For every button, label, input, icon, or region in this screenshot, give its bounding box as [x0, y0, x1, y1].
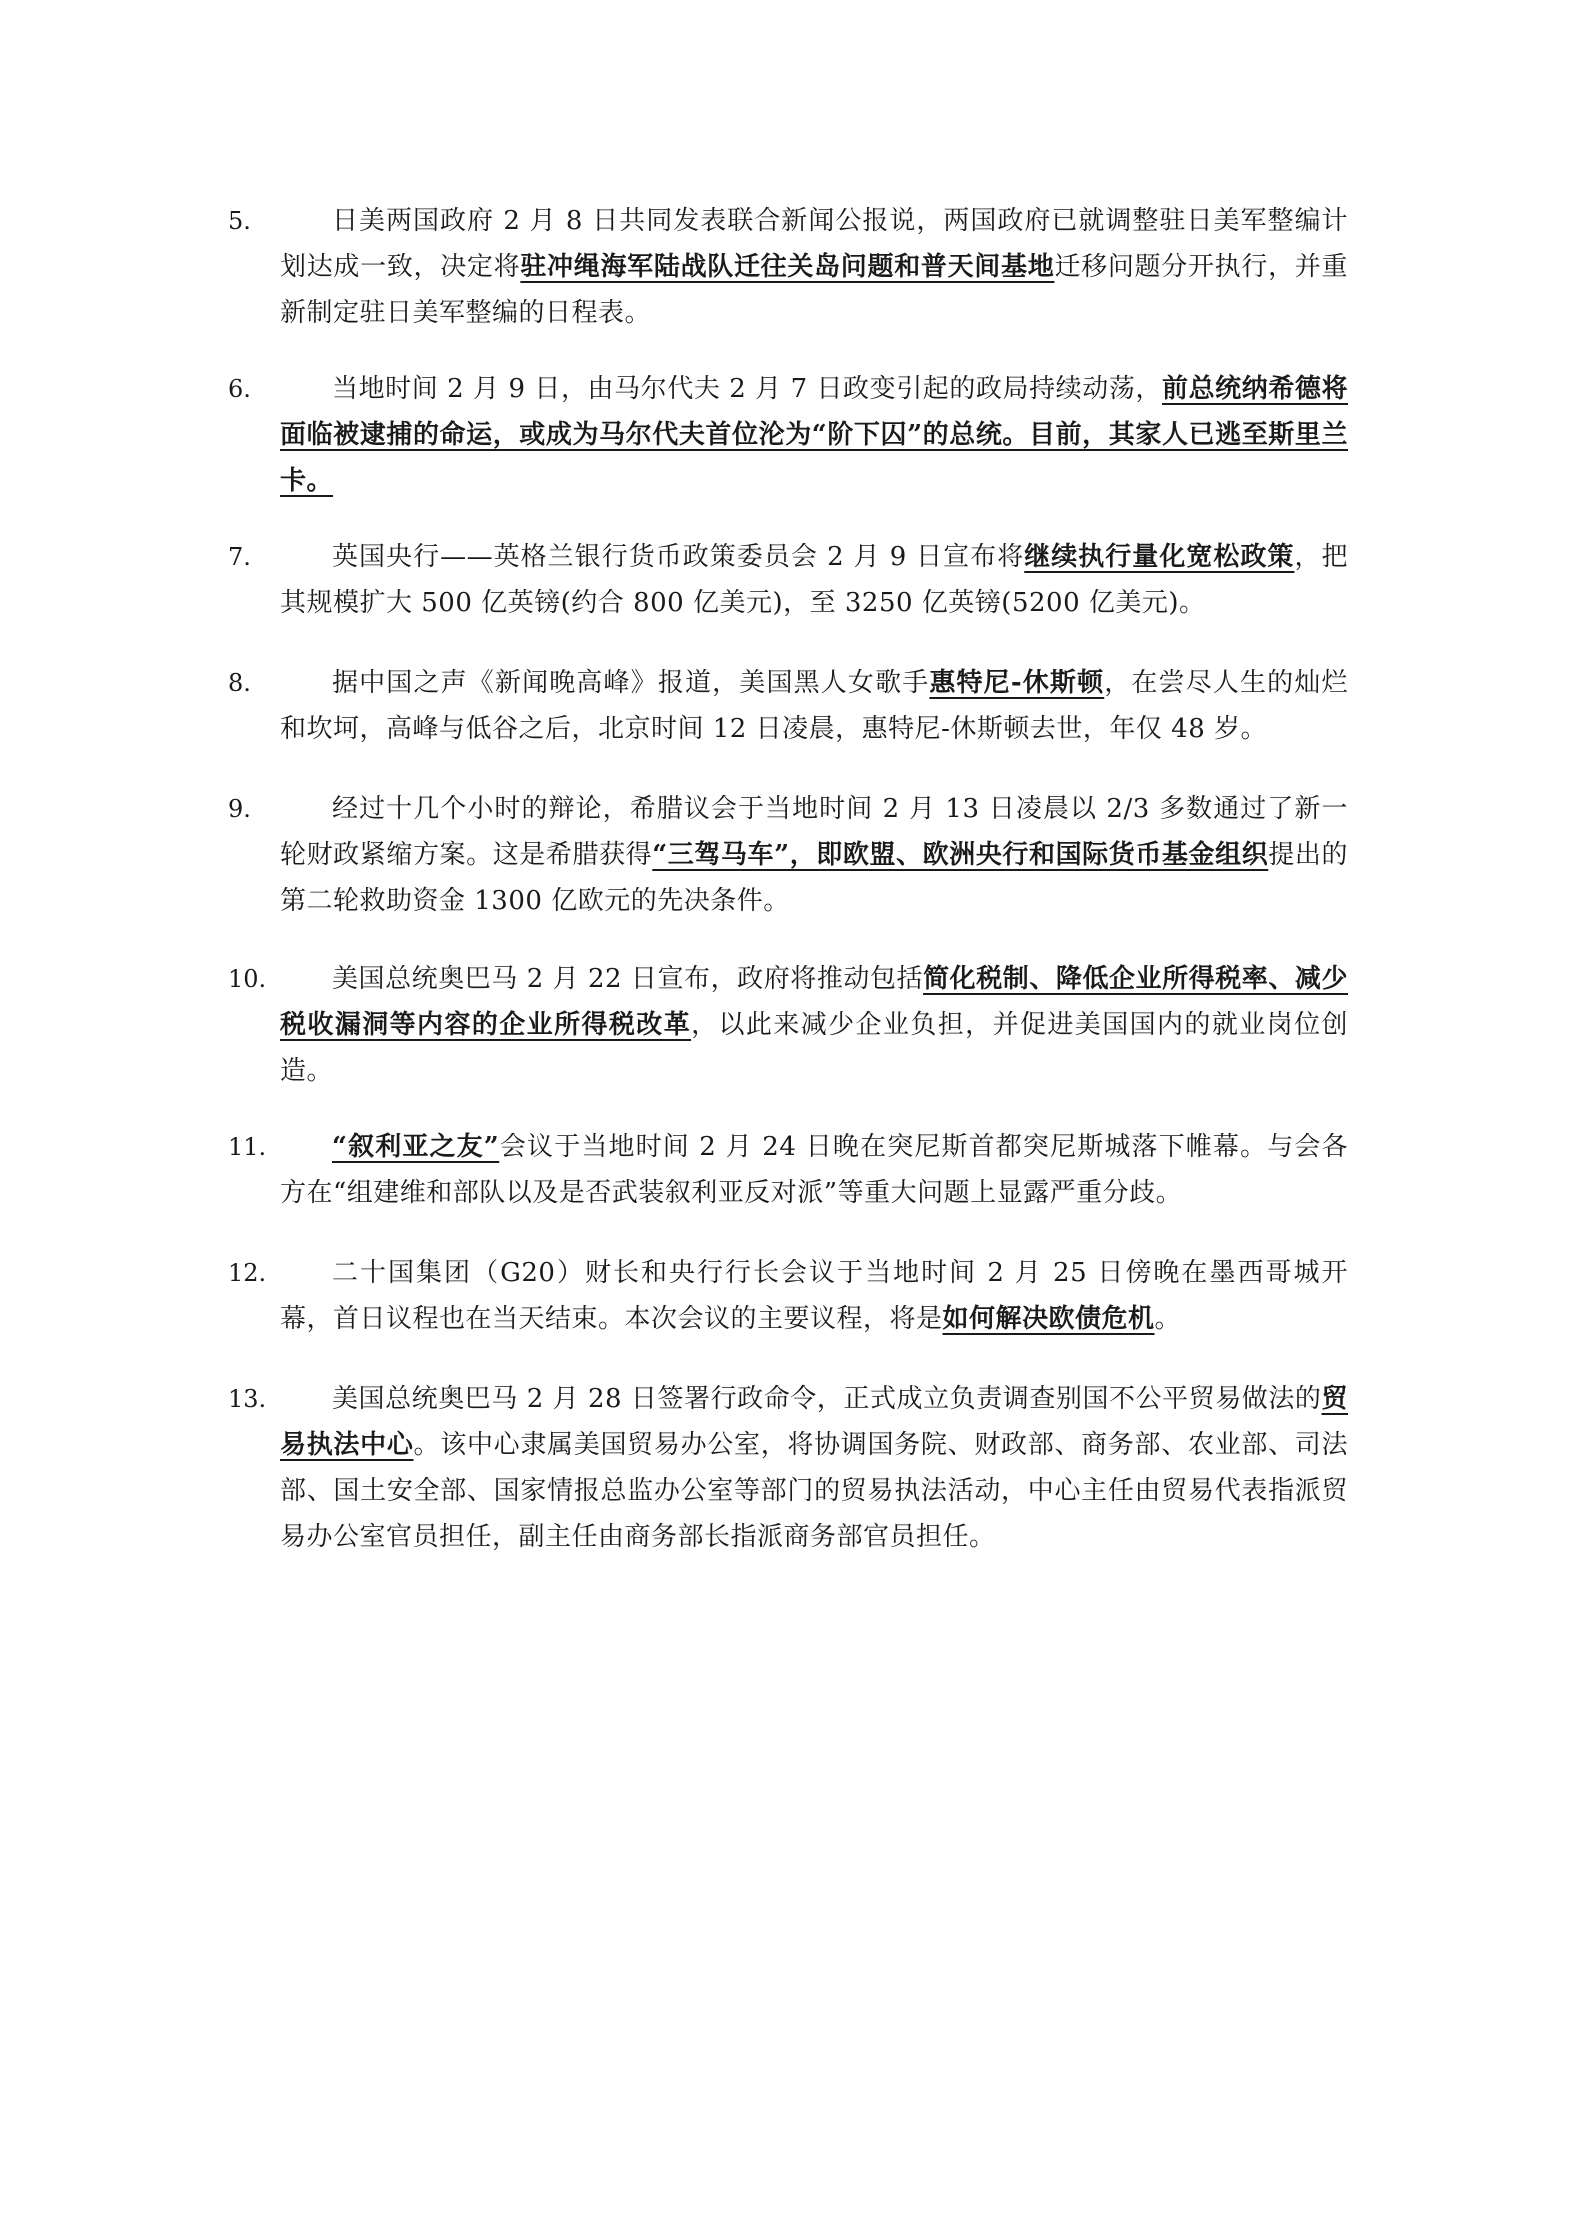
item-text [280, 1250, 1348, 1342]
text-run: 提出的第二轮救助资金 1300 亿欧元的先决条件。 [280, 840, 1348, 916]
text-run: 经过十几个小时的辩论，希腊议会于当地时间 2 月 13 日凌晨以 2/3 多数通过了新一轮财政紧缩方案。这是希腊获得 [280, 794, 1348, 870]
list-item [228, 1124, 1348, 1216]
item-number: 10. [228, 965, 267, 993]
text-run: 二十国集团（G20）财长和央行行长会议于当地时间 2 月 25 日傍晚在墨西哥城开幕，首日议程也在当天结束。本次会议的主要议程，将是 [280, 1258, 1348, 1334]
text-run: 英国央行——英格兰银行货币政策委员会 2 月 9 日宣布将 [332, 542, 1025, 572]
highlighted-text: 如何解决欧债危机 [942, 1304, 1155, 1334]
item-text [280, 956, 1348, 1094]
list-item [228, 1376, 1348, 1560]
text-run: 据中国之声《新闻晚高峰》报道，美国黑人女歌手 [332, 668, 930, 698]
list-item [228, 660, 1348, 752]
highlighted-text: 前总统纳希德将面临被逮捕的命运，或成为马尔代夫首位沦为“阶下囚”的总统。目前，其家人已逃至斯里兰卡。 [280, 374, 1348, 496]
item-text [280, 198, 1348, 336]
list-item [228, 534, 1348, 626]
list-item [228, 366, 1348, 504]
item-text [280, 1124, 1348, 1216]
list-item [228, 198, 1348, 336]
list-item [228, 1250, 1348, 1342]
item-number: 13. [228, 1385, 267, 1413]
text-run: 美国总统奥巴马 2 月 22 日宣布，政府将推动包括 [332, 964, 924, 994]
highlighted-text: 简化税制、降低企业所得税率、减少税收漏洞等内容的企业所得税改革 [280, 964, 1348, 1040]
item-number: 7. [228, 543, 251, 571]
item-number: 5. [228, 207, 251, 235]
item-number: 11. [228, 1133, 267, 1161]
item-text [280, 366, 1348, 504]
text-run: ，以此来减少企业负担，并促进美国国内的就业岗位创造。 [280, 1010, 1348, 1086]
item-number: 9. [228, 795, 251, 823]
item-text [280, 660, 1348, 752]
highlighted-text: 贸易执法中心 [280, 1384, 1348, 1460]
item-text [280, 786, 1348, 924]
text-run: 。 [1154, 1304, 1182, 1334]
text-run: 当地时间 2 月 9 日，由马尔代夫 2 月 7 日政变引起的政局持续动荡， [332, 374, 1162, 404]
text-run: 。该中心隶属美国贸易办公室，将协调国务院、财政部、商务部、农业部、司法部、国土安全部、国家情报总监办公室等部门的贸易执法活动，中心主任由贸易代表指派贸易办公室官员担任，副主任由商务部长指派商务部官员担任。 [280, 1430, 1348, 1552]
highlighted-text: “叙利亚之友” [332, 1132, 500, 1162]
text-run: 迁移问题分开执行，并重新制定驻日美军整编的日程表。 [280, 252, 1348, 328]
list-item [228, 956, 1348, 1094]
text-run: ，在尝尽人生的灿烂和坎坷，高峰与低谷之后，北京时间 12 日凌晨，惠特尼-休斯顿去世，年仅 48 岁。 [280, 668, 1348, 744]
text-run: ，把其规模扩大 500 亿英镑(约合 800 亿美元)，至 3250 亿英镑(5200 亿美元)。 [280, 542, 1348, 618]
item-number: 12. [228, 1259, 267, 1287]
highlighted-text: “三驾马车”，即欧盟、欧洲央行和国际货币基金组织 [652, 840, 1269, 870]
list-item [228, 786, 1348, 924]
text-run: 日美两国政府 2 月 8 日共同发表联合新闻公报说，两国政府已就调整驻日美军整编计划达成一致，决定将 [280, 206, 1348, 282]
text-run: 会议于当地时间 2 月 24 日晚在突尼斯首都突尼斯城落下帷幕。与会各方在“组建维和部队以及是否武装叙利亚反对派”等重大问题上显露严重分歧。 [280, 1132, 1348, 1208]
highlighted-text: 继续执行量化宽松政策 [1024, 542, 1295, 572]
text-run: 美国总统奥巴马 2 月 28 日签署行政命令，正式成立负责调查别国不公平贸易做法的 [332, 1384, 1322, 1414]
highlighted-text: 驻冲绳海军陆战队迁往关岛问题和普天间基地 [520, 252, 1055, 282]
item-number: 8. [228, 669, 251, 697]
highlighted-text: 惠特尼-休斯顿 [929, 668, 1105, 698]
item-text [280, 534, 1348, 626]
item-text [280, 1376, 1348, 1560]
item-number: 6. [228, 375, 251, 403]
